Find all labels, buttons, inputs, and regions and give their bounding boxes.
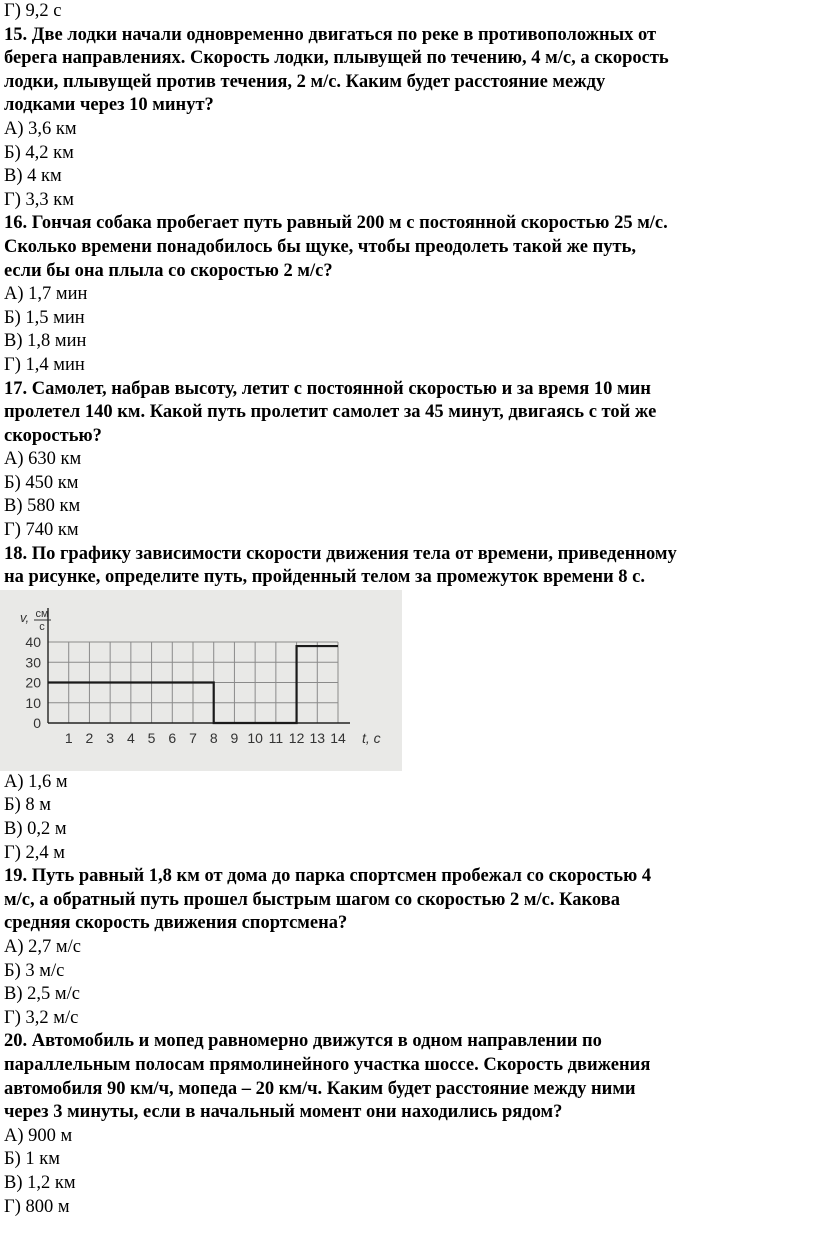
y-axis-unit-numerator: см	[35, 607, 49, 620]
x-tick-label: 12	[288, 729, 305, 746]
y-tick-label: 40	[25, 633, 41, 650]
question-text-line: 15. Две лодки начали одновременно двигаться по реке в противоположных от	[4, 24, 657, 45]
answer-option: Б) 8 м	[4, 795, 51, 816]
question-19	[4, 865, 814, 1030]
question-text-line: 17. Самолет, набрав высоту, летит с постоянной скоростью и за время 10 мин	[4, 378, 651, 399]
question-text-line: 19. Путь равный 1,8 км от дома до парка спортсмен пробежал со скоростью 4	[4, 866, 652, 887]
answer-option: Г) 800 м	[4, 1196, 70, 1217]
answer-option: А) 1,7 мин	[4, 284, 88, 305]
question-text-line: 16. Гончая собака пробегает путь равный 200 м с постоянной скоростью 25 м/с.	[4, 213, 668, 234]
answer-option: В) 2,5 м/с	[4, 984, 80, 1005]
y-axis-unit-denominator: с	[39, 620, 45, 633]
answer-option: А) 630 км	[4, 449, 82, 470]
answer-option: В) 1,8 мин	[4, 331, 87, 352]
x-tick-label: 10	[247, 729, 263, 746]
answer-option: Б) 1,5 мин	[4, 307, 85, 328]
answer-option: А) 3,6 км	[4, 118, 77, 139]
x-tick-label: 5	[147, 729, 156, 746]
y-tick-label: 0	[33, 714, 41, 731]
x-tick-label: 3	[106, 729, 115, 746]
x-tick-label: 2	[85, 729, 94, 746]
question-text-line: скоростью?	[4, 425, 102, 446]
x-tick-label: 11	[268, 729, 284, 746]
answer-option: Б) 450 км	[4, 472, 79, 493]
x-tick-label: 13	[309, 729, 326, 746]
answer-option: Г) 2,4 м	[4, 842, 65, 863]
question-17	[4, 378, 814, 543]
previous-answer-option: Г) 9,2 с	[4, 1, 62, 21]
x-tick-label: 1	[64, 729, 73, 746]
question-18	[4, 543, 814, 866]
answer-option: В) 580 км	[4, 496, 81, 517]
question-text-line: если бы она плыла со скоростью 2 м/с?	[4, 260, 333, 281]
answer-option: В) 4 км	[4, 166, 62, 187]
answer-option: Б) 3 м/с	[4, 960, 65, 981]
answer-option: В) 0,2 м	[4, 819, 67, 840]
y-tick-label: 10	[25, 694, 41, 711]
answer-option: В) 1,2 км	[4, 1172, 76, 1193]
velocity-time-graph	[0, 590, 402, 771]
y-tick-label: 20	[25, 674, 41, 691]
answer-option: Г) 3,3 км	[4, 189, 74, 210]
answer-option: Б) 1 км	[4, 1149, 60, 1170]
question-text-line: автомобиля 90 км/ч, мопеда – 20 км/ч. Каким будет расстояние между ними	[4, 1078, 636, 1099]
answer-option: Г) 740 км	[4, 520, 79, 541]
velocity-time-chart-svg	[0, 590, 402, 771]
answer-option: А) 1,6 м	[4, 771, 68, 792]
x-tick-label: 6	[168, 729, 177, 746]
question-text-line: через 3 минуты, если в начальный момент они находились рядом?	[4, 1102, 563, 1123]
question-20	[4, 1030, 814, 1219]
y-axis-label: v,	[20, 609, 30, 625]
x-tick-label: 4	[126, 729, 135, 746]
answer-option: А) 2,7 м/с	[4, 937, 81, 957]
answer-option: Г) 1,4 мин	[4, 354, 85, 375]
worksheet-page	[4, 0, 814, 1219]
question-text-line: м/с, а обратный путь прошел быстрым шагом со скоростью 2 м/с. Какова	[4, 889, 620, 910]
question-text-line: лодками через 10 минут?	[4, 95, 214, 116]
question-text-line: Сколько времени понадобилось бы щуке, чтобы преодолеть такой же путь,	[4, 236, 637, 257]
x-tick-label: 14	[330, 729, 346, 746]
x-tick-label: 8	[209, 729, 218, 746]
question-text-line: лодки, плывущей против течения, 2 м/с. Каким будет расстояние между	[4, 71, 606, 92]
question-text-line: 18. По графику зависимости скорости движения тела от времени, приведенному	[4, 543, 677, 564]
question-text-line: берега направлениях. Скорость лодки, плывущей по течению, 4 м/с, а скорость	[4, 48, 669, 69]
x-tick-label: 9	[230, 729, 239, 746]
answer-option: Б) 4,2 км	[4, 142, 74, 163]
question-text-line: параллельным полосам прямолинейного участка шоссе. Скорость движения	[4, 1054, 651, 1075]
answer-option: А) 900 м	[4, 1125, 73, 1146]
x-tick-label: 7	[189, 729, 197, 746]
question-text-line: пролетел 140 км. Какой путь пролетит самолет за 45 минут, двигаясь с той же	[4, 402, 657, 423]
x-axis-label: t, с	[362, 729, 381, 746]
question-15	[4, 24, 814, 213]
question-text-line: 20. Автомобиль и мопед равномерно движутся в одном направлении по	[4, 1031, 602, 1052]
question-text-line: на рисунке, определите путь, пройденный телом за промежуток времени 8 с.	[4, 567, 645, 588]
y-tick-label: 30	[25, 654, 41, 671]
question-16	[4, 212, 814, 377]
question-text-line: средняя скорость движения спортсмена?	[4, 913, 348, 934]
answer-option: Г) 3,2 м/с	[4, 1007, 79, 1028]
